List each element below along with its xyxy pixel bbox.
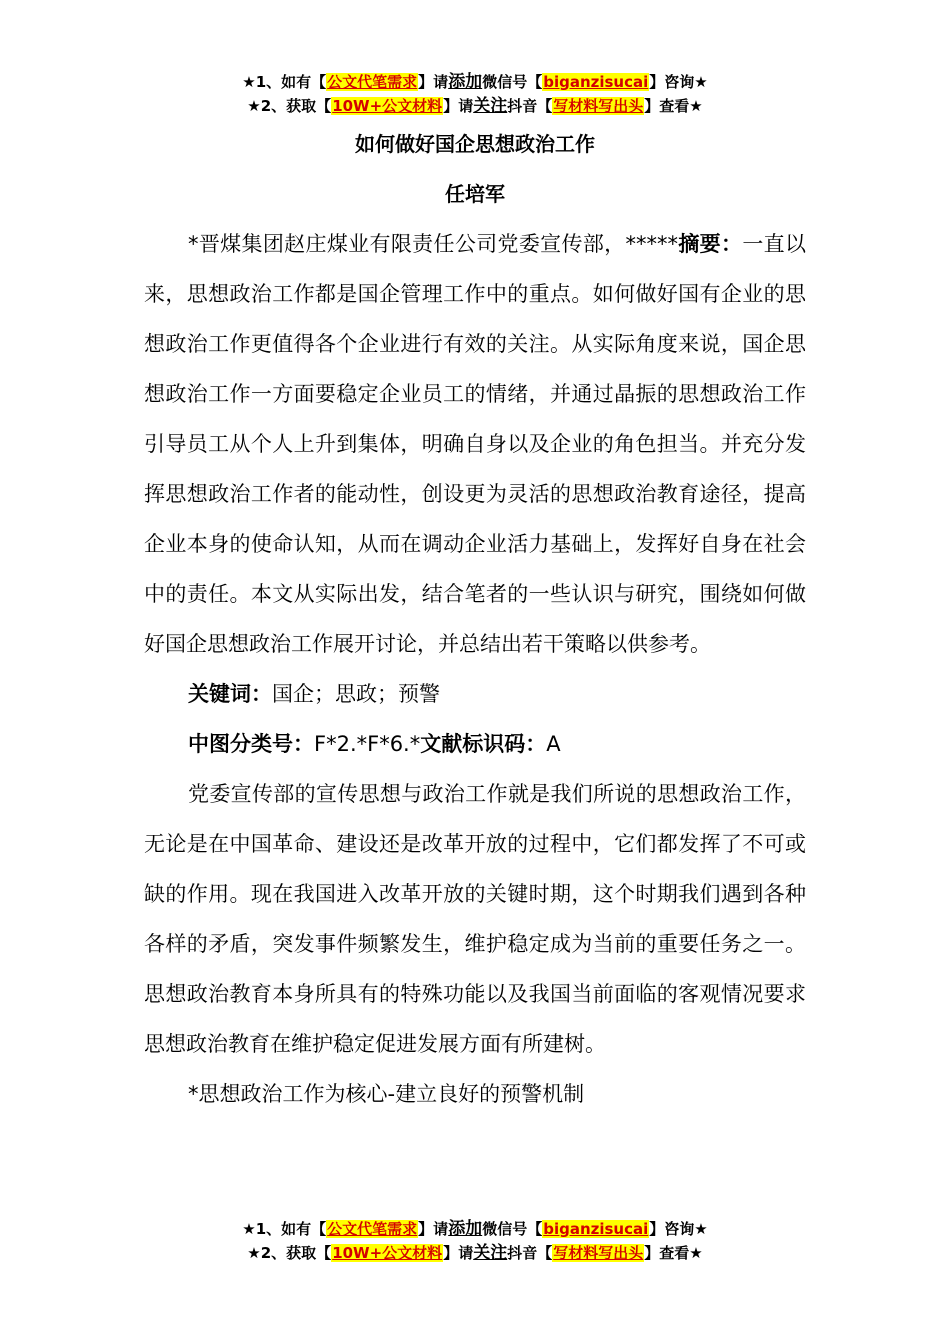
promo-line-1-mid2: 微信号【	[482, 73, 543, 91]
classification-paragraph	[144, 719, 806, 769]
promo-emphasis-add: 添加	[448, 1219, 483, 1239]
keywords-label: 关键词：	[188, 682, 272, 706]
promo-line-2-mid2: 抖音【	[507, 97, 553, 115]
promo-line-1-mid: 】请	[418, 73, 449, 91]
promo-line-1-prefix: ★1、如有【	[242, 1220, 327, 1238]
body-paragraph: 党委宣传部的宣传思想与政治工作就是我们所说的思想政治工作，无论是在中国革命、建设还是改革开放的过程中，它们都发挥了不可或缺的作用。现在我国进入改革开放的关键时期，这个时期我们遇到各种各样的矛盾，突发事件频繁发生，维护稳定成为当前的重要任务之一。思想政治教育本身所具有的特殊功能以及我国当前面临的客观情况要求思想政治教育在维护稳定促进发展方面有所建树。	[144, 782, 806, 1056]
promo-line-1-prefix: ★1、如有【	[242, 73, 327, 91]
document-author: 任培军	[445, 182, 505, 206]
promo-highlight-service: 公文代笔需求	[327, 73, 418, 91]
clc-label: 中图分类号：	[188, 732, 314, 756]
keywords-paragraph	[144, 669, 806, 719]
promo-line-1	[0, 70, 950, 94]
promo-line-1-suffix: 】咨询★	[649, 73, 708, 91]
abstract-label: 摘要：	[678, 232, 743, 256]
affiliation-text: *晋煤集团赵庄煤业有限责任公司党委宣传部，*****	[188, 232, 678, 256]
promo-emphasis-add: 添加	[448, 72, 483, 92]
promo-banner-top	[0, 70, 950, 118]
promo-highlight-service: 公文代笔需求	[327, 1220, 418, 1238]
promo-line-2-bottom	[0, 1241, 950, 1265]
promo-emphasis-follow: 关注	[473, 96, 508, 116]
promo-line-2-suffix: 】查看★	[644, 1244, 703, 1262]
promo-line-2-mid: 】请	[443, 97, 474, 115]
promo-highlight-materials: 10W+公文材料	[332, 97, 443, 115]
promo-line-1-suffix: 】咨询★	[649, 1220, 708, 1238]
doc-code-label: 文献标识码：	[420, 732, 547, 756]
promo-highlight-douyin-account: 写材料写出头	[553, 1244, 644, 1262]
promo-line-1-bottom	[0, 1217, 950, 1241]
promo-line-2-mid2: 抖音【	[507, 1244, 553, 1262]
promo-line-2-prefix: ★2、获取【	[247, 1244, 332, 1262]
abstract-paragraph	[144, 219, 806, 669]
document-body	[144, 219, 806, 1119]
promo-line-1-mid: 】请	[418, 1220, 449, 1238]
section-heading: *思想政治工作为核心-建立良好的预警机制	[188, 1082, 585, 1106]
promo-highlight-wechat-id: biganzisucai	[543, 73, 649, 91]
promo-banner-bottom	[0, 1217, 950, 1265]
promo-line-2-prefix: ★2、获取【	[247, 97, 332, 115]
keywords-text: 国企；思政；预警	[272, 682, 440, 706]
doc-code-value: A	[546, 732, 561, 756]
promo-line-2-mid: 】请	[443, 1244, 474, 1262]
promo-highlight-douyin-account: 写材料写出头	[553, 97, 644, 115]
promo-highlight-wechat-id: biganzisucai	[543, 1220, 649, 1238]
abstract-text: 一直以来，思想政治工作都是国企管理工作中的重点。如何做好国有企业的思想政治工作更值得各个企业进行有效的关注。从实际角度来说，国企思想政治工作一方面要稳定企业员工的情绪，并通过晶振的思想政治工作引导员工从个人上升到集体，明确自身以及企业的角色担当。并充分发挥思想政治工作者的能动性，创设更为灵活的思想政治教育途径，提高企业本身的使命认知，从而在调动企业活力基础上，发挥好自身在社会中的责任。本文从实际出发，结合笔者的一些认识与研究，围绕如何做好国企思想政治工作展开讨论，并总结出若干策略以供参考。	[144, 232, 807, 656]
promo-line-1-mid2: 微信号【	[482, 1220, 543, 1238]
promo-emphasis-follow: 关注	[473, 1243, 508, 1263]
promo-line-2	[0, 94, 950, 118]
promo-highlight-materials: 10W+公文材料	[332, 1244, 443, 1262]
clc-value: F*2.*F*6.*	[314, 732, 421, 756]
promo-line-2-suffix: 】查看★	[644, 97, 703, 115]
document-title: 如何做好国企思想政治工作	[355, 132, 595, 156]
